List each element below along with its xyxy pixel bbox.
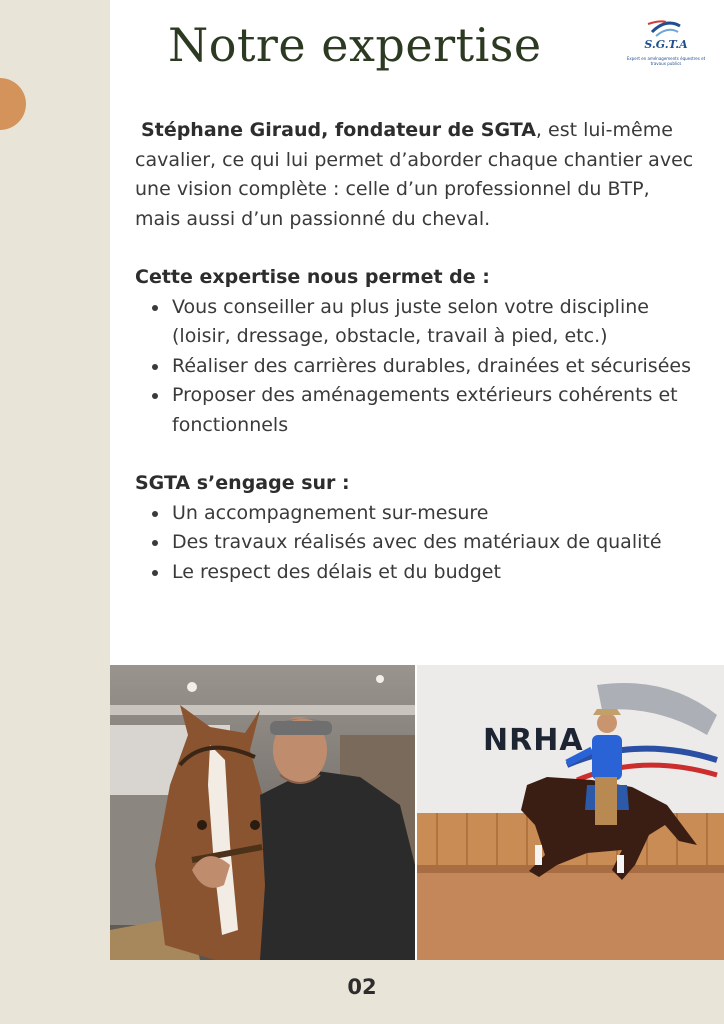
list-item: • Un accompagnement sur-mesure [170, 499, 695, 529]
logo-swoosh-icon [626, 18, 706, 40]
engagement-heading: SGTA s’engage sur : [135, 472, 350, 494]
photo-reining-arena [417, 665, 724, 960]
expertise-heading: Cette expertise nous permet de : [135, 266, 490, 288]
intro-rest: , est lui-même cavalier, ce qui lui permet d’aborder chaque chantier avec une vision complète : celle d’un professionnel du BTP, mais aussi d’un passionné du cheval. [135, 119, 694, 230]
list-item: • Des travaux réalisés avec des matériaux de qualité [170, 528, 695, 558]
expertise-list [135, 293, 695, 441]
list-item: • Réaliser des carrières durables, drainées et sécurisées [170, 352, 695, 382]
content-panel [110, 0, 724, 960]
intro-bold: Stéphane Giraud, fondateur de SGTA [141, 119, 536, 141]
list-item: • Vous conseiller au plus juste selon votre discipline (loisir, dressage, obstacle, travail à pied, etc.) [170, 293, 695, 352]
photo-man-with-horse [110, 665, 415, 960]
list-item: • Le respect des délais et du budget [170, 558, 695, 588]
arena-illustration [417, 665, 724, 960]
main-text [135, 116, 695, 616]
left-margin-strip [0, 0, 110, 1024]
engagement-list [135, 499, 695, 588]
logo-tagline: Expert en aménagements équestres et travaux publics [626, 56, 706, 66]
sgta-logo [626, 18, 706, 70]
arena-banner-text: NRHA [483, 723, 584, 758]
list-item: • Proposer des aménagements extérieurs cohérents et fonctionnels [170, 381, 695, 440]
logo-wordmark: S.G.T.A [644, 38, 688, 51]
page-title: Notre expertise [168, 18, 542, 72]
page-number: 02 [347, 975, 377, 999]
man-horse-illustration [110, 665, 415, 960]
intro-paragraph [135, 116, 695, 234]
